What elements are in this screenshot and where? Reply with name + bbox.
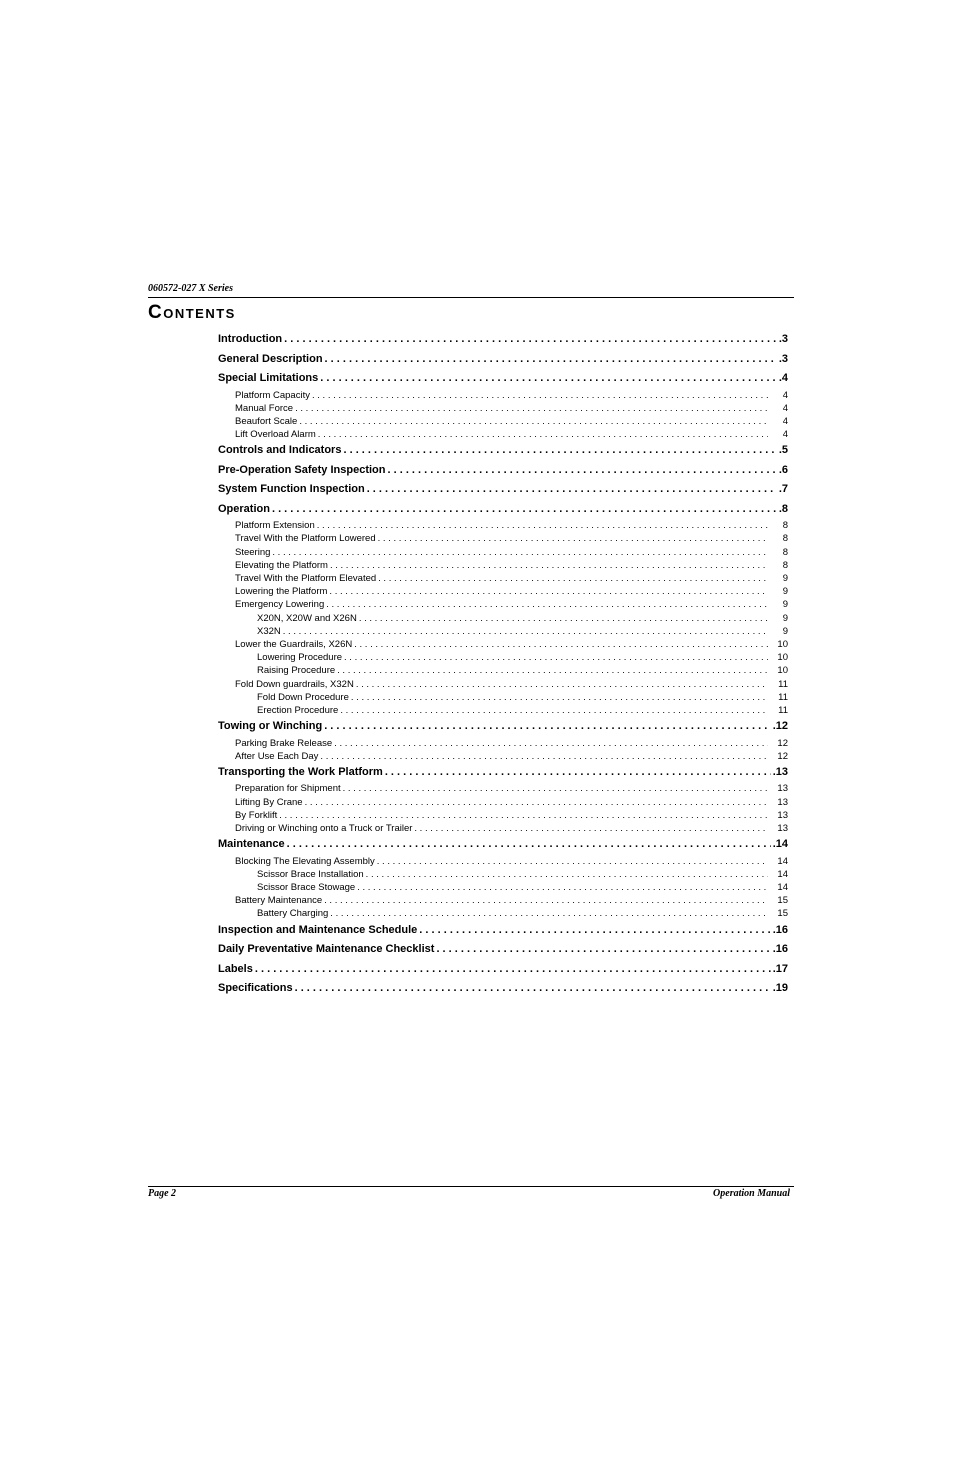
toc-entry-level-2[interactable]: [218, 894, 788, 907]
toc-entry-page: 9: [782, 599, 788, 611]
toc-leader-dots: [377, 855, 768, 868]
toc-entry-label: Steering: [235, 546, 271, 558]
footer-manual-title: Operation Manual: [713, 1188, 790, 1199]
toc-entry-page: 14: [777, 855, 788, 867]
toc-leader-dots: [320, 369, 777, 389]
toc-entry-level-1[interactable]: [218, 369, 788, 389]
toc-leader-dots: [324, 717, 771, 737]
footer-page-number: Page 2: [148, 1188, 177, 1199]
toc-leader-dots: [357, 881, 768, 894]
toc-entry-level-3[interactable]: [218, 881, 788, 894]
toc-entry-page: 4: [782, 429, 788, 441]
toc-entry-label: Inspection and Maintenance Schedule: [218, 923, 418, 936]
toc-entry-level-2[interactable]: [218, 678, 788, 691]
toc-entry-page: 10: [777, 638, 788, 650]
toc-entry-label: Blocking The Elevating Assembly: [235, 855, 375, 867]
toc-entry-level-1[interactable]: [218, 441, 788, 461]
toc-leader-dots: [378, 572, 768, 585]
toc-entry-level-1[interactable]: [218, 940, 788, 960]
toc-entry-page: 4: [782, 389, 788, 401]
header-rule: [148, 297, 794, 298]
toc-leader-dots: [255, 960, 771, 980]
toc-leader-dots: [284, 330, 777, 350]
toc-entry-level-2[interactable]: [218, 737, 788, 750]
toc-entry-page: 9: [782, 586, 788, 598]
toc-leader-dots: [299, 415, 768, 428]
toc-entry-page: 11: [778, 678, 788, 690]
toc-entry-label: Lower the Guardrails, X26N: [235, 638, 353, 650]
toc-entry-level-3[interactable]: [218, 625, 788, 638]
toc-entry-page: 12: [777, 750, 788, 762]
toc-leader-dots: [354, 638, 768, 651]
toc-entry-page: .16: [772, 923, 788, 936]
toc-entry-page: 13: [777, 796, 788, 808]
toc-entry-label: Transporting the Work Platform: [218, 765, 383, 778]
toc-entry-label: Lift Overload Alarm: [235, 429, 316, 441]
toc-entry-level-1[interactable]: [218, 921, 788, 941]
toc-entry-level-2[interactable]: [218, 532, 788, 545]
toc-entry-level-2[interactable]: [218, 822, 788, 835]
toc-entry-label: Driving or Winching onto a Truck or Trailer: [235, 823, 413, 834]
toc-leader-dots: [279, 809, 768, 822]
toc-leader-dots: [367, 480, 777, 500]
toc-entry-level-2[interactable]: [218, 750, 788, 763]
toc-entry-level-2[interactable]: [218, 389, 788, 402]
toc-entry-label: By Forklift: [235, 809, 278, 821]
toc-leader-dots: [326, 598, 768, 611]
toc-entry-label: General Description: [218, 352, 323, 365]
toc-entry-page: .5: [778, 444, 788, 457]
toc-leader-dots: [366, 868, 768, 881]
toc-entry-label: After Use Each Day: [235, 750, 319, 762]
toc-entry-level-2[interactable]: [218, 402, 788, 415]
toc-leader-dots: [343, 782, 768, 795]
toc-leader-dots: [359, 612, 768, 625]
toc-entry-page: 13: [777, 823, 788, 834]
toc-leader-dots: [334, 737, 768, 750]
toc-entry-page: .7: [778, 483, 788, 496]
toc-leader-dots: [324, 894, 768, 907]
toc-entry-page: 11: [778, 704, 788, 716]
toc-entry-label: Preparation for Shipment: [235, 783, 341, 795]
table-of-contents: [218, 330, 788, 999]
toc-entry-level-1[interactable]: [218, 835, 788, 855]
toc-entry-page: 9: [782, 573, 788, 584]
toc-entry-page: .3: [778, 333, 788, 345]
toc-entry-label: Controls and Indicators: [218, 444, 342, 457]
toc-leader-dots: [283, 625, 768, 638]
toc-entry-label: Beaufort Scale: [235, 415, 298, 427]
toc-entry-level-2[interactable]: [218, 519, 788, 532]
toc-entry-label: Special Limitations: [218, 372, 319, 384]
toc-entry-label: Battery Maintenance: [235, 895, 323, 907]
toc-entry-page: 8: [782, 546, 788, 558]
toc-entry-page: 9: [782, 625, 788, 637]
toc-leader-dots: [329, 585, 768, 598]
toc-leader-dots: [272, 500, 777, 520]
toc-entry-level-2[interactable]: [218, 855, 788, 868]
toc-entry-page: 10: [777, 665, 788, 677]
toc-entry-page: 14: [777, 868, 788, 880]
toc-entry-label: Manual Force: [235, 402, 294, 414]
toc-entry-page: 4: [782, 415, 788, 427]
toc-entry-label: Erection Procedure: [257, 704, 339, 716]
toc-entry-page: .12: [772, 720, 788, 733]
toc-leader-dots: [343, 441, 776, 461]
toc-entry-label: Introduction: [218, 333, 283, 345]
toc-entry-label: Scissor Brace Installation: [257, 868, 364, 880]
toc-entry-page: 15: [777, 895, 788, 907]
toc-leader-dots: [419, 921, 770, 941]
toc-entry-level-3[interactable]: [218, 868, 788, 881]
toc-leader-dots: [325, 350, 777, 370]
toc-entry-level-2[interactable]: [218, 428, 788, 441]
toc-entry-level-2[interactable]: [218, 559, 788, 572]
toc-entry-label: Scissor Brace Stowage: [257, 882, 356, 894]
toc-entry-level-1[interactable]: [218, 461, 788, 481]
toc-entry-level-2[interactable]: [218, 598, 788, 611]
toc-entry-label: Lifting By Crane: [235, 796, 303, 808]
toc-entry-label: Lowering the Platform: [235, 586, 328, 598]
toc-entry-page: 8: [782, 533, 788, 545]
toc-entry-level-1[interactable]: [218, 480, 788, 500]
footer-rule: [148, 1186, 794, 1187]
toc-leader-dots: [312, 389, 768, 402]
toc-entry-label: Fold Down guardrails, X32N: [235, 678, 354, 690]
toc-entry-label: Platform Capacity: [235, 389, 310, 401]
toc-entry-label: Travel With the Platform Lowered: [235, 533, 376, 545]
toc-entry-page: 12: [777, 737, 788, 749]
toc-entry-label: Battery Charging: [257, 908, 329, 920]
toc-entry-label: X32N: [257, 625, 281, 637]
toc-entry-page: .6: [778, 463, 788, 476]
toc-entry-label: Parking Brake Release: [235, 737, 333, 749]
toc-entry-page: .3: [778, 352, 788, 365]
toc-entry-page: 13: [777, 809, 788, 821]
toc-entry-page: 9: [782, 612, 788, 624]
toc-entry-level-1[interactable]: [218, 717, 788, 737]
toc-entry-page: 4: [782, 402, 788, 414]
toc-entry-level-1[interactable]: [218, 500, 788, 520]
toc-leader-dots: [330, 907, 768, 920]
toc-entry-level-2[interactable]: [218, 572, 788, 585]
toc-entry-level-2[interactable]: [218, 546, 788, 559]
toc-entry-level-3[interactable]: [218, 704, 788, 717]
toc-leader-dots: [356, 678, 768, 691]
toc-entry-label: Lowering Procedure: [257, 652, 343, 664]
toc-entry-level-1[interactable]: [218, 979, 788, 999]
toc-leader-dots: [378, 532, 768, 545]
toc-entry-level-3[interactable]: [218, 907, 788, 920]
toc-entry-label: Travel With the Platform Elevated: [235, 573, 377, 584]
toc-leader-dots: [414, 822, 768, 835]
toc-entry-label: Elevating the Platform: [235, 559, 328, 571]
toc-entry-label: Pre-Operation Safety Inspection: [218, 463, 386, 476]
toc-entry-label: X20N, X20W and X26N: [257, 612, 357, 624]
toc-entry-level-1[interactable]: [218, 960, 788, 980]
toc-entry-page: 8: [782, 520, 788, 532]
toc-entry-page: 11: [778, 691, 788, 703]
toc-entry-label: Operation: [218, 502, 270, 515]
page-title: Contents: [148, 302, 236, 323]
toc-leader-dots: [337, 664, 768, 677]
toc-entry-label: Daily Preventative Maintenance Checklist: [218, 943, 435, 956]
toc-entry-level-2[interactable]: [218, 415, 788, 428]
toc-entry-page: 15: [777, 908, 788, 920]
toc-entry-level-3[interactable]: [218, 664, 788, 677]
toc-entry-level-3[interactable]: [218, 691, 788, 704]
toc-entry-page: .17: [772, 962, 788, 975]
toc-entry-level-2[interactable]: [218, 585, 788, 598]
toc-entry-level-1[interactable]: [218, 763, 788, 783]
toc-entry-level-3[interactable]: [218, 612, 788, 625]
toc-entry-label: Raising Procedure: [257, 665, 336, 677]
toc-leader-dots: [436, 940, 770, 960]
toc-entry-page: .13: [772, 765, 788, 778]
toc-leader-dots: [330, 559, 768, 572]
toc-entry-label: Platform Extension: [235, 520, 315, 532]
toc-entry-level-2[interactable]: [218, 809, 788, 822]
toc-leader-dots: [272, 546, 768, 559]
toc-entry-page: .4: [778, 372, 788, 384]
toc-entry-level-1[interactable]: [218, 330, 788, 350]
toc-leader-dots: [295, 402, 768, 415]
toc-entry-level-2[interactable]: [218, 638, 788, 651]
toc-entry-label: Towing or Winching: [218, 720, 323, 733]
toc-entry-page: .14: [772, 838, 788, 851]
document-id-header: 060572-027 X Series: [148, 283, 233, 294]
toc-entry-page: 14: [777, 882, 788, 894]
toc-leader-dots: [344, 651, 768, 664]
toc-entry-level-2[interactable]: [218, 796, 788, 809]
toc-entry-level-2[interactable]: [218, 782, 788, 795]
toc-leader-dots: [305, 796, 768, 809]
toc-leader-dots: [318, 428, 768, 441]
toc-leader-dots: [340, 704, 768, 717]
toc-entry-page: .8: [778, 502, 788, 515]
toc-leader-dots: [351, 691, 768, 704]
toc-entry-page: .16: [772, 943, 788, 956]
toc-leader-dots: [387, 461, 776, 481]
toc-entry-page: .19: [772, 982, 788, 995]
toc-leader-dots: [320, 750, 768, 763]
toc-entry-page: 8: [782, 559, 788, 571]
toc-entry-label: System Function Inspection: [218, 483, 365, 496]
toc-entry-label: Labels: [218, 962, 253, 975]
toc-entry-label: Maintenance: [218, 838, 285, 851]
toc-entry-level-1[interactable]: [218, 350, 788, 370]
toc-entry-page: 13: [777, 783, 788, 795]
toc-entry-label: Fold Down Procedure: [257, 691, 349, 703]
toc-leader-dots: [317, 519, 768, 532]
toc-leader-dots: [287, 835, 771, 855]
toc-entry-page: 10: [777, 652, 788, 664]
toc-entry-level-3[interactable]: [218, 651, 788, 664]
toc-leader-dots: [385, 763, 771, 783]
toc-leader-dots: [295, 979, 771, 999]
toc-entry-label: Specifications: [218, 982, 293, 995]
toc-entry-label: Emergency Lowering: [235, 599, 325, 611]
